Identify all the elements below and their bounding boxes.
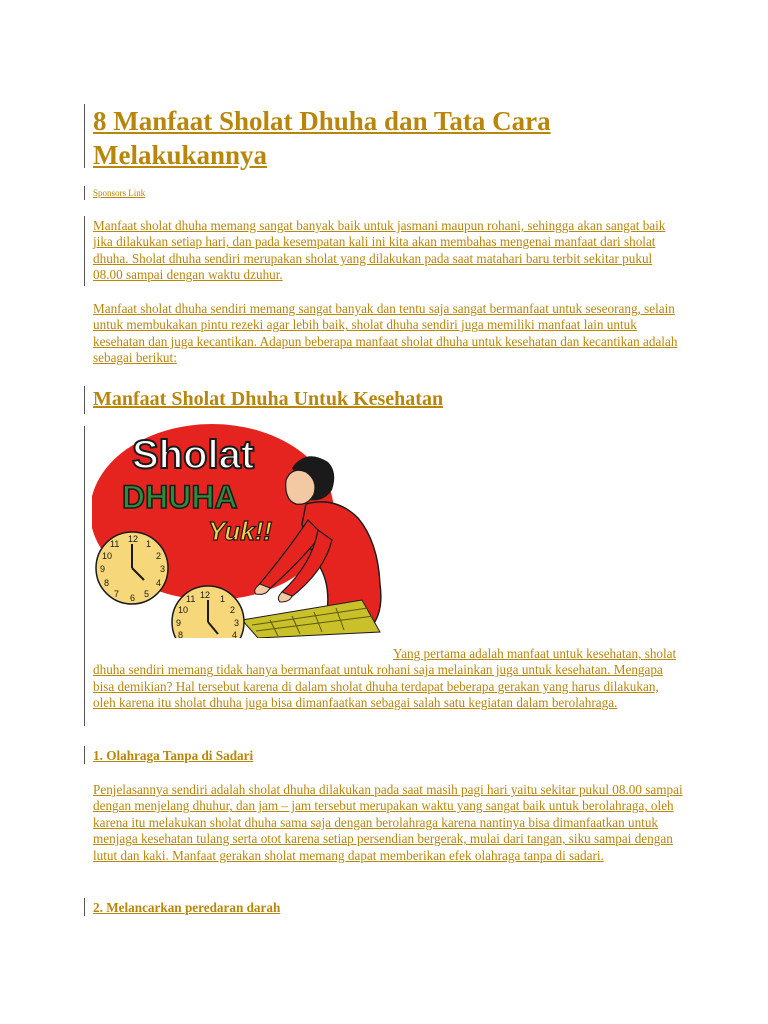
svg-text:1: 1 [146,539,152,549]
intro-paragraph-1 [93,218,683,284]
article-title-link[interactable]: 8 Manfaat Sholat Dhuha dan Tata Cara Melakukannya [93,106,551,170]
sponsor-marker [84,186,85,200]
section-heading-link[interactable]: Manfaat Sholat Dhuha Untuk Kesehatan [93,388,444,410]
svg-text:7: 7 [114,589,120,599]
health-intro-link[interactable]: Yang pertama adalah manfaat untuk kesehatan, sholat dhuha sendiri memang tidak hanya bermanfaat untuk rohani saja melainkan juga untuk kesehatan. Mengapa bisa demikian? Hal tersebut karena di dalam sholat dhuha terdapat beberapa gerakan yang harus dilakukan, oleh karena itu sholat dhuha juga bisa dimanfaatkan sebagai salah satu kegiatan dalam berolahraga. [93,646,677,711]
section-marker [84,386,85,414]
svg-text:4: 4 [232,630,238,638]
article-title[interactable] [93,104,693,172]
intro-paragraph-1-link[interactable]: Manfaat sholat dhuha memang sangat banyak baik untuk jasmani maupun rohani, sehingga akan sangat baik jika dilakukan setiap hari, dan pada kesempatan kali ini kita akan membahas mengenai manfaat dari sholat dhuha. Sholat dhuha sendiri merupakan sholat yang dilakukan pada saat matahari baru terbit sekitar pukul 08.00 sampai dengan waktu dzuhur. [93,218,666,283]
svg-text:12: 12 [200,590,211,600]
clock-1 [96,532,168,604]
point-1-link[interactable]: Penjelasannya sendiri adalah sholat dhuha dilakukan pada saat masih pagi hari yaitu sekitar pukul 08.00 sampai dengan menjelang dhuhur, dan jam – jam tersebut merupakan waktu yang sangat baik untuk berolahraga, oleh karena itu melakukan sholat dhuha sama saja dengan berolahraga karena nantinya bisa dimanfaatkan untuk menjaga kesehatan tulang serta otot karena setiap persendian bergerak, mulai dari tangan, siku sampai dengan lutut dan kaki. Manfaat gerakan sholat memang dapat memberikan efek olahraga tanpa di sadari. [93,782,683,863]
point-1-heading-link[interactable]: 1. Olahraga Tanpa di Sadari [93,748,254,763]
svg-text:10: 10 [178,605,189,615]
svg-text:1: 1 [220,594,226,604]
svg-text:6: 6 [130,593,136,603]
svg-text:9: 9 [100,564,106,574]
prayer-mat [242,600,380,638]
svg-text:12: 12 [128,534,139,544]
point-2-heading[interactable] [93,900,280,916]
point-1-heading[interactable] [93,748,253,764]
intro-paragraph-2 [93,301,683,367]
point-1-paragraph [93,782,683,864]
para-marker [84,216,85,286]
svg-text:11: 11 [186,594,196,604]
title-marker [84,104,85,168]
sholat-text: Sholat [132,433,255,477]
sponsors-link-text[interactable]: Sponsors Link [93,188,146,198]
yuk-text: Yuk!! [208,516,273,546]
svg-text:11: 11 [110,539,120,549]
svg-text:5: 5 [144,589,150,599]
svg-text:3: 3 [160,564,166,574]
health-intro-paragraph [93,646,683,712]
point-1-marker [84,746,85,764]
svg-text:9: 9 [176,618,182,628]
svg-text:3: 3 [234,618,240,628]
svg-text:10: 10 [102,551,113,561]
intro-paragraph-2-link[interactable]: Manfaat sholat dhuha sendiri memang sangat banyak dan tentu saja sangat bermanfaat untuk seseorang, selain untuk membukakan pintu rezeki agar lebih baik, sholat dhuha sendiri juga memiliki manfaat lain untuk kesehatan dan juga kecantikan. Adapun beberapa manfaat sholat dhuha untuk kesehatan dan kecantikan adalah sebagai berikut: [93,301,678,366]
svg-text:2: 2 [230,605,236,615]
sholat-dhuha-illustration [92,420,384,638]
sponsors-link[interactable] [93,187,145,199]
dhuha-text: DHUHA [122,479,238,515]
content-marker [84,426,85,726]
svg-text:8: 8 [104,578,110,588]
svg-text:4: 4 [156,578,162,588]
point-2-marker [84,898,85,916]
point-2-heading-link[interactable]: 2. Melancarkan peredaran darah [93,900,281,915]
svg-text:2: 2 [156,551,162,561]
svg-text:8: 8 [178,630,184,638]
section-heading[interactable] [93,386,443,412]
